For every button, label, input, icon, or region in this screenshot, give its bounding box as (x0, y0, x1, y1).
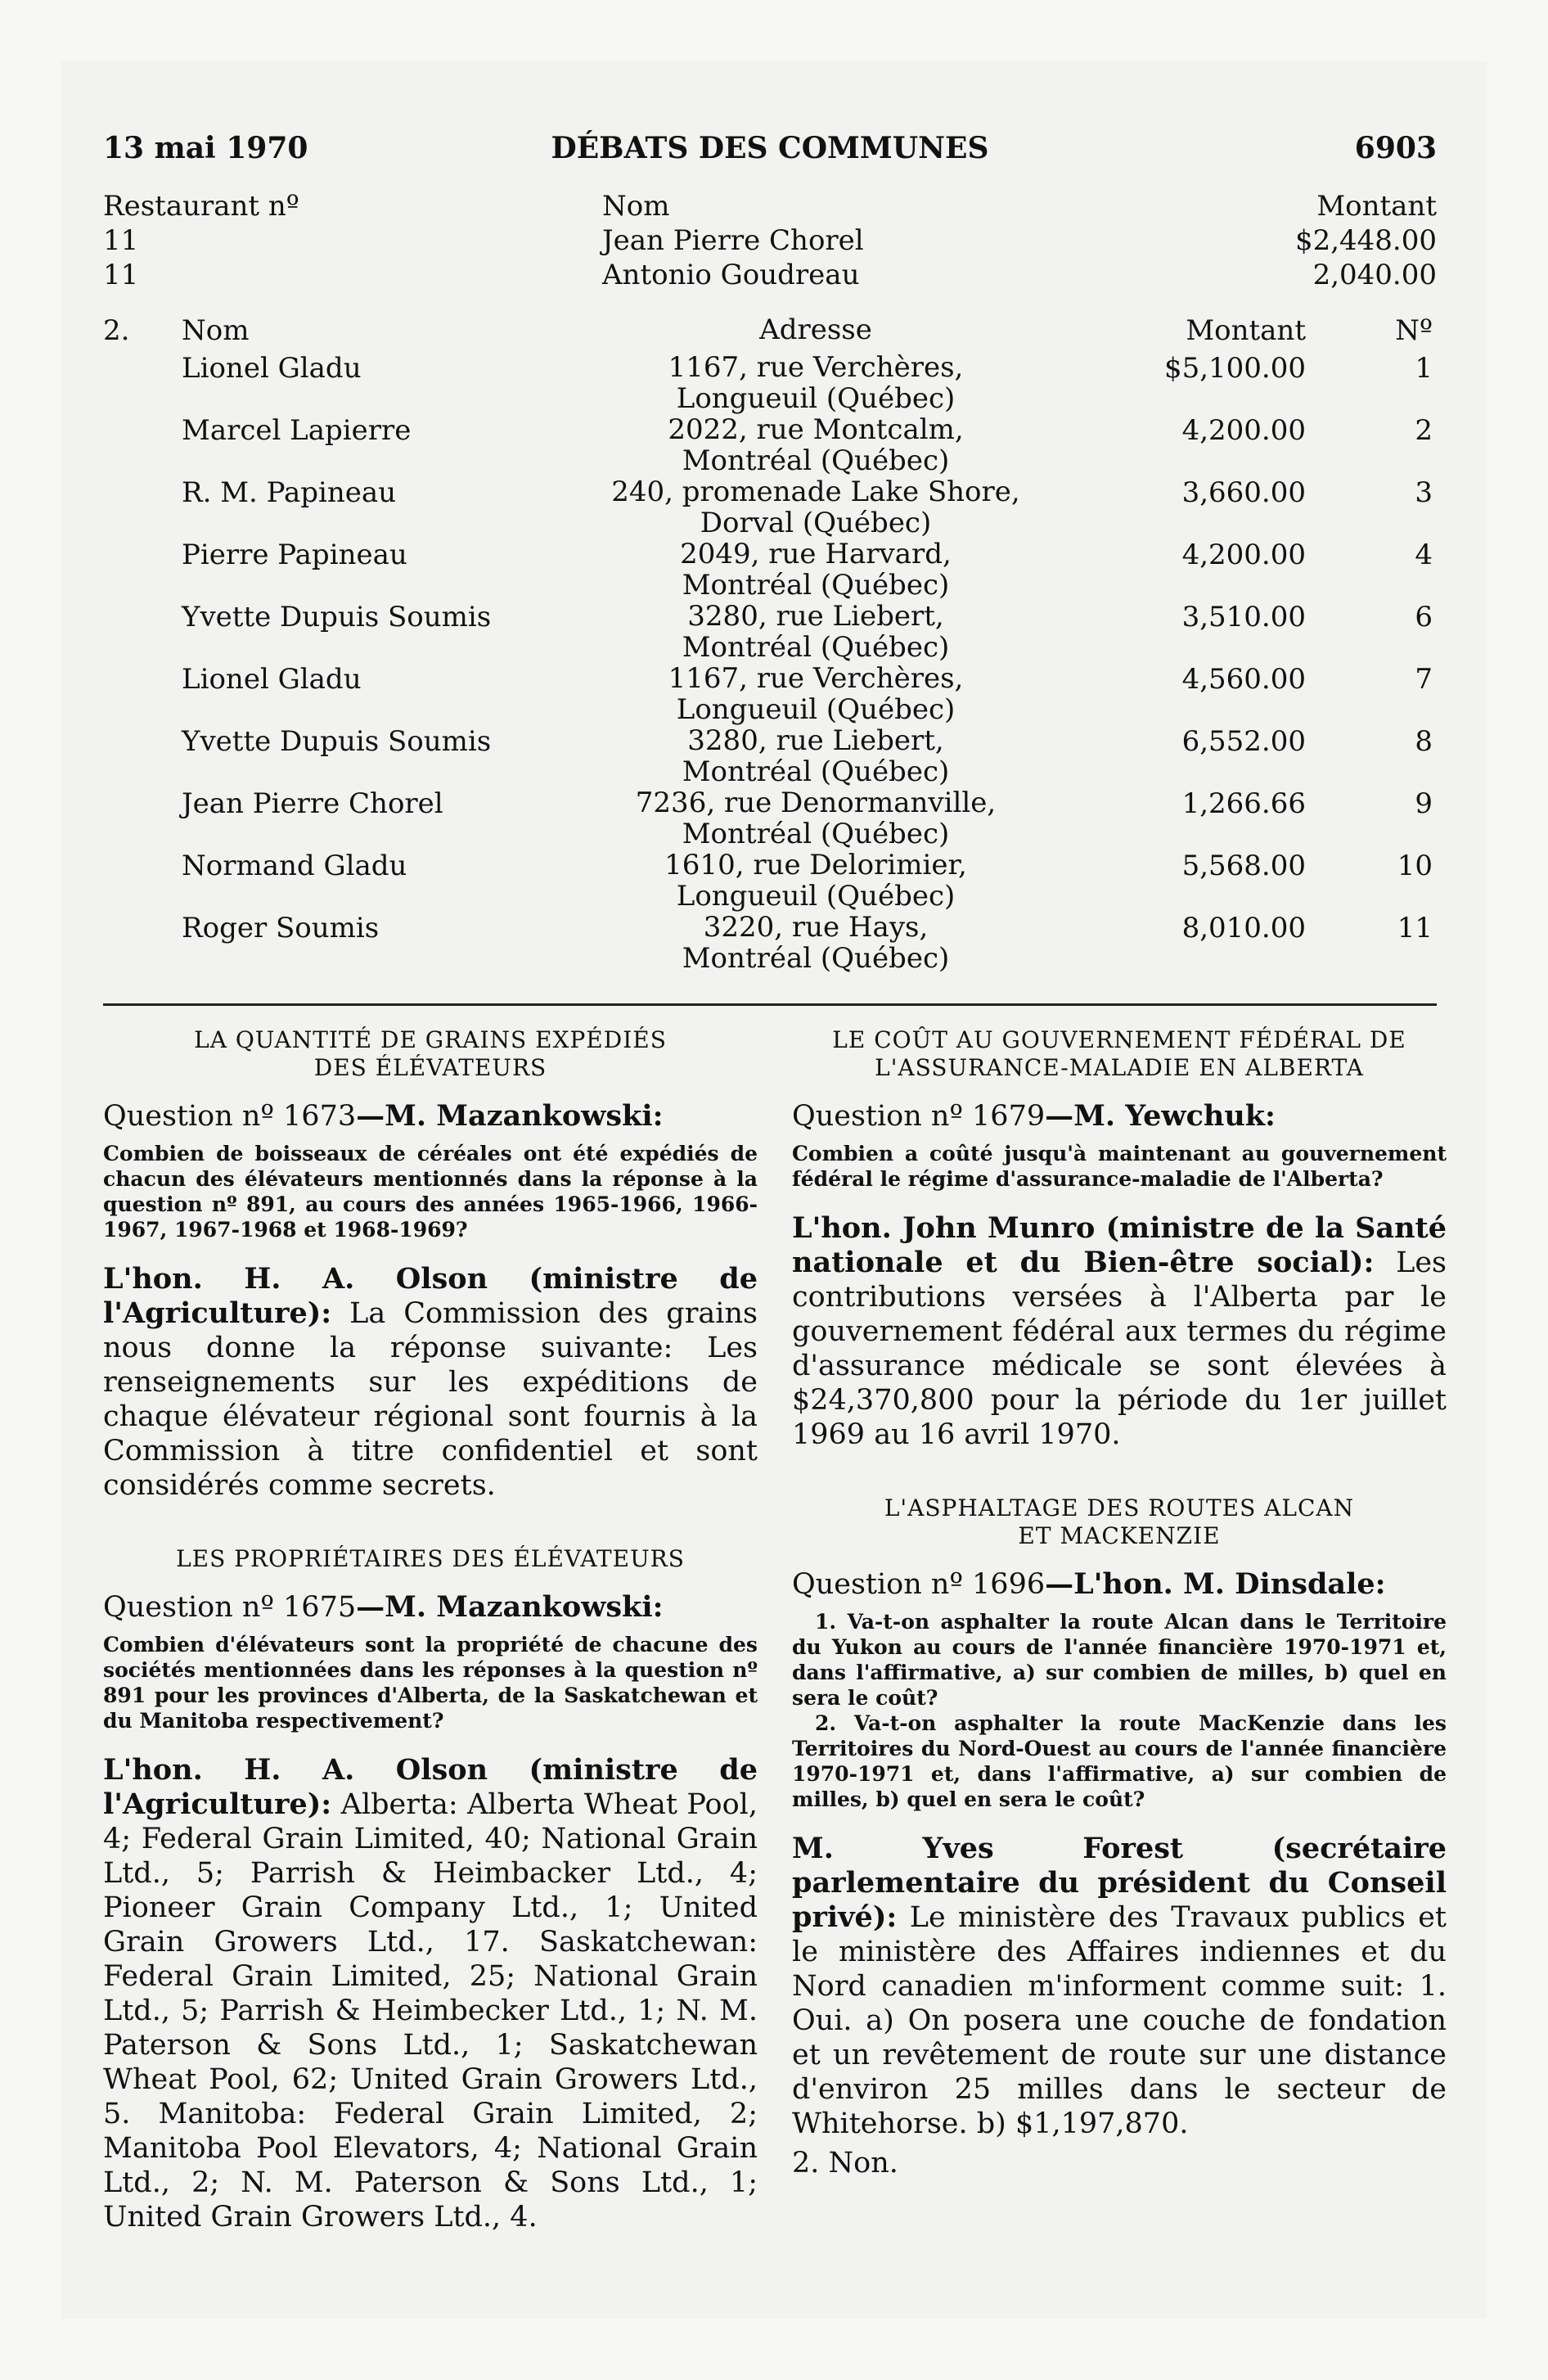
cell-nom: Pierre Papineau (182, 539, 407, 571)
divider (103, 1003, 1437, 1006)
address-line: 3280, rue Liebert, (687, 600, 944, 633)
asker: —L'hon. M. Dinsdale: (1045, 1567, 1386, 1601)
table-row (103, 539, 1437, 601)
header-date: 13 mai 1970 (103, 131, 308, 165)
cell-numero: 11 (1397, 912, 1433, 944)
address-table (103, 314, 1437, 974)
cell-montant: 5,568.00 (1181, 850, 1306, 882)
address-line: Montréal (Québec) (682, 818, 950, 850)
left-column (103, 1026, 758, 2234)
question-text: Combien de boisseaux de céréales ont été expédiés de chacun des élévateurs mentionnés dans la réponse à la question nº 891, au cours des années 1965-1966, 1966-1967, 1967-1968 et 1968-1969? (103, 1142, 758, 1242)
cell-nom: Lionel Gladu (182, 663, 362, 696)
cell-montant: 3,510.00 (1181, 601, 1306, 633)
address-line: Longueuil (Québec) (676, 880, 956, 913)
address-line: 1610, rue Delorimier, (664, 849, 967, 881)
answer-text: Alberta: Alberta Wheat Pool, 4; Federal Grain Limited, 40; National Grain Ltd., 5; Parrish & Heimbacker Ltd., 4; Pioneer Grain Company Ltd., 1; United Grain Growers Ltd., 17. Saskatchewan: Federal Grain Limited, 25; National Grain Ltd., 5; Parrish & Heimbecker Ltd., 1; N. M. Paterson & Sons Ltd., 1; Saskatchewan Wheat Pool, 62; United Grain Growers Ltd., 5. Manitoba: Federal Grain Limited, 2; Manitoba Pool Elevators, 4; National Grain Ltd., 2; N. M. Paterson & Sons Ltd., 1; United Grain Growers Ltd., 4. (103, 1788, 758, 2234)
cell-nom: Yvette Dupuis Soumis (182, 601, 492, 633)
cell-restaurant: 11 (103, 224, 139, 257)
answer-text: Le ministère des Travaux publics et le ministère des Affaires indiennes et du Nord canadien m'informent comme suit: 1. Oui. a) On posera une couche de fondation et un revêtement de route sur une distance d'environ 25 milles dans le secteur de Whitehorse. b) $1,197,870. (792, 1901, 1447, 2140)
cell-numero: 4 (1415, 539, 1433, 571)
answer-text: La Commission des grains nous donne la réponse suivante: Les renseignements sur les expéditions de chaque élévateur régional sont fournis à la Commission à titre confidentiel et sont considérés comme secrets. (103, 1297, 758, 1502)
question-number: Question nº 1696 (792, 1568, 1046, 1601)
answer (103, 1262, 758, 1503)
cell-numero: 7 (1415, 663, 1433, 696)
speaker: M. Yves Forest (secrétaire parlementaire du président du Conseil privé): (792, 1832, 1447, 1934)
cell-nom: Roger Soumis (182, 912, 380, 944)
question-item: 2. Va-t-on asphalter la route MacKenzie dans les Territoires du Nord-Ouest au cours de l'année financière 1970-1971 et, dans l'affirmative, a) sur combien de milles, b) quel en sera le coût? (792, 1711, 1447, 1811)
cell-nom: Yvette Dupuis Soumis (182, 725, 492, 758)
cell-numero: 9 (1415, 787, 1433, 820)
cell-adresse (603, 476, 1028, 539)
cell-nom: Marcel Lapierre (182, 414, 412, 447)
cell-montant: $2,448.00 (1294, 224, 1437, 257)
heading-line: DES ÉLÉVATEURS (313, 1054, 547, 1081)
section-heading (792, 1026, 1447, 1082)
header-title: DÉBATS DES COMMUNES (551, 131, 989, 165)
cell-montant: 4,560.00 (1181, 663, 1306, 696)
address-line: 240, promenade Lake Shore, (611, 476, 1020, 508)
question-number: Question nº 1675 (103, 1591, 357, 1624)
cell-nom: R. M. Papineau (182, 476, 397, 509)
cell-numero: 8 (1415, 725, 1433, 758)
question-line (792, 1566, 1447, 1602)
heading-line: LES PROPRIÉTAIRES DES ÉLÉVATEURS (176, 1545, 685, 1572)
table-row (103, 414, 1437, 476)
question-line (792, 1098, 1447, 1134)
cell-adresse (603, 787, 1028, 850)
cell-montant: 3,660.00 (1181, 476, 1306, 509)
table-row (103, 663, 1437, 725)
table-row (103, 850, 1437, 912)
question-item: 1. Va-t-on asphalter la route Alcan dans le Territoire du Yukon au cours de l'année financière 1970-1971 et, dans l'affirmative, a) sur combien de milles, b) quel en sera le coût? (792, 1610, 1447, 1710)
address-line: Montréal (Québec) (682, 942, 950, 975)
cell-montant: 4,200.00 (1181, 414, 1306, 447)
address-line: 1167, rue Verchères, (668, 662, 964, 695)
speaker: L'hon. H. A. Olson (ministre de l'Agriculture): (103, 1753, 758, 1821)
question-number: Question nº 1673 (103, 1100, 357, 1133)
speaker: L'hon. John Munro (ministre de la Santé nationale et du Bien-être social): (792, 1211, 1447, 1279)
address-line: Montréal (Québec) (682, 755, 950, 788)
item-number: 2. (103, 314, 130, 347)
table-header (103, 190, 1437, 224)
cell-montant: 2,040.00 (1312, 259, 1437, 291)
right-column (792, 1026, 1447, 2180)
cell-numero: 6 (1415, 601, 1433, 633)
cell-montant: $5,100.00 (1163, 352, 1306, 385)
table-row (103, 912, 1437, 974)
cell-adresse (603, 601, 1028, 663)
table-header (103, 314, 1437, 352)
question-number: Question nº 1679 (792, 1100, 1046, 1133)
address-line: 3220, rue Hays, (703, 911, 929, 944)
col-restaurant: Restaurant nº (103, 190, 299, 223)
address-line: Montréal (Québec) (682, 444, 950, 477)
col-numero: Nº (1395, 314, 1433, 347)
table-row (103, 352, 1437, 414)
cell-montant: 6,552.00 (1181, 725, 1306, 758)
question-text: Combien a coûté jusqu'à maintenant au gouvernement fédéral le régime d'assurance-maladie de l'Alberta? (792, 1142, 1447, 1191)
cell-adresse (603, 414, 1028, 476)
question-line (103, 1098, 758, 1134)
section-heading (103, 1545, 758, 1573)
cell-montant: 8,010.00 (1181, 912, 1306, 944)
cell-adresse (603, 850, 1028, 912)
cell-restaurant: 11 (103, 259, 139, 291)
answer (103, 1753, 758, 2234)
address-line: Longueuil (Québec) (676, 693, 956, 726)
cell-numero: 10 (1397, 850, 1433, 882)
question-list (792, 1609, 1447, 1812)
cell-nom: Antonio Goudreau (602, 259, 860, 291)
cell-montant: 4,200.00 (1181, 539, 1306, 571)
heading-line: ET MACKENZIE (1018, 1522, 1221, 1549)
cell-adresse (603, 352, 1028, 414)
address-line: Montréal (Québec) (682, 631, 950, 664)
asker: —M. Mazankowski: (356, 1099, 664, 1133)
section-heading (792, 1494, 1447, 1550)
table-row (103, 224, 1437, 259)
cell-adresse (603, 539, 1028, 601)
heading-line: LE COÛT AU GOUVERNEMENT FÉDÉRAL DE (832, 1026, 1406, 1053)
col-nom: Nom (182, 314, 250, 347)
asker: —M. Yewchuk: (1045, 1099, 1276, 1133)
answer-text: Les contributions versées à l'Alberta par le gouvernement fédéral aux termes du régime d'assurance médicale se sont élevées à $24,370,800 pour la période du 1er juillet 1969 au 16 avril 1970. (792, 1246, 1447, 1451)
cell-nom: Lionel Gladu (182, 352, 362, 385)
heading-line: L'ASPHALTAGE DES ROUTES ALCAN (884, 1494, 1355, 1521)
table-row (103, 787, 1437, 850)
address-line: 1167, rue Verchères, (668, 351, 964, 384)
table-row (103, 476, 1437, 539)
address-line: 3280, rue Liebert, (687, 724, 944, 757)
page-number: 6903 (1354, 131, 1437, 165)
cell-nom: Jean Pierre Chorel (602, 224, 864, 257)
question-text: Combien d'élévateurs sont la propriété de chacune des sociétés mentionnées dans les réponses à la question nº 891 pour les provinces d'Alberta, de la Saskatchewan et du Manitoba respectivement? (103, 1633, 758, 1733)
question-line (103, 1589, 758, 1625)
heading-line: LA QUANTITÉ DE GRAINS EXPÉDIÉS (194, 1026, 667, 1053)
asker: —M. Mazankowski: (356, 1590, 664, 1624)
cell-montant: 1,266.66 (1181, 787, 1306, 820)
cell-numero: 3 (1415, 476, 1433, 509)
table-row (103, 601, 1437, 663)
speaker: L'hon. H. A. Olson (ministre de l'Agriculture): (103, 1262, 758, 1330)
cell-nom: Jean Pierre Chorel (182, 787, 443, 820)
address-line: 2049, rue Harvard, (680, 538, 952, 570)
col-montant: Montant (1186, 314, 1306, 347)
answer (792, 1832, 1447, 2141)
col-montant: Montant (1316, 190, 1437, 223)
cell-adresse (603, 663, 1028, 725)
address-line: 7236, rue Denormanville, (635, 787, 997, 819)
address-line: Montréal (Québec) (682, 569, 950, 602)
col-nom: Nom (602, 190, 670, 223)
address-line: Dorval (Québec) (700, 507, 932, 539)
running-head (103, 131, 1437, 170)
cell-adresse (603, 725, 1028, 787)
table-row (103, 259, 1437, 293)
section-heading (103, 1026, 758, 1082)
cell-numero: 1 (1415, 352, 1433, 385)
cell-adresse (603, 912, 1028, 974)
heading-line: L'ASSURANCE-MALADIE EN ALBERTA (875, 1054, 1364, 1081)
col-adresse: Adresse (759, 313, 872, 346)
cell-numero: 2 (1415, 414, 1433, 447)
answer-item: 2. Non. (792, 2147, 898, 2179)
cell-nom: Normand Gladu (182, 850, 407, 882)
answer (792, 1211, 1447, 1452)
table-row (103, 725, 1437, 787)
address-line: 2022, rue Montcalm, (668, 413, 964, 446)
restaurant-table (103, 190, 1437, 293)
address-line: Longueuil (Québec) (676, 382, 956, 415)
